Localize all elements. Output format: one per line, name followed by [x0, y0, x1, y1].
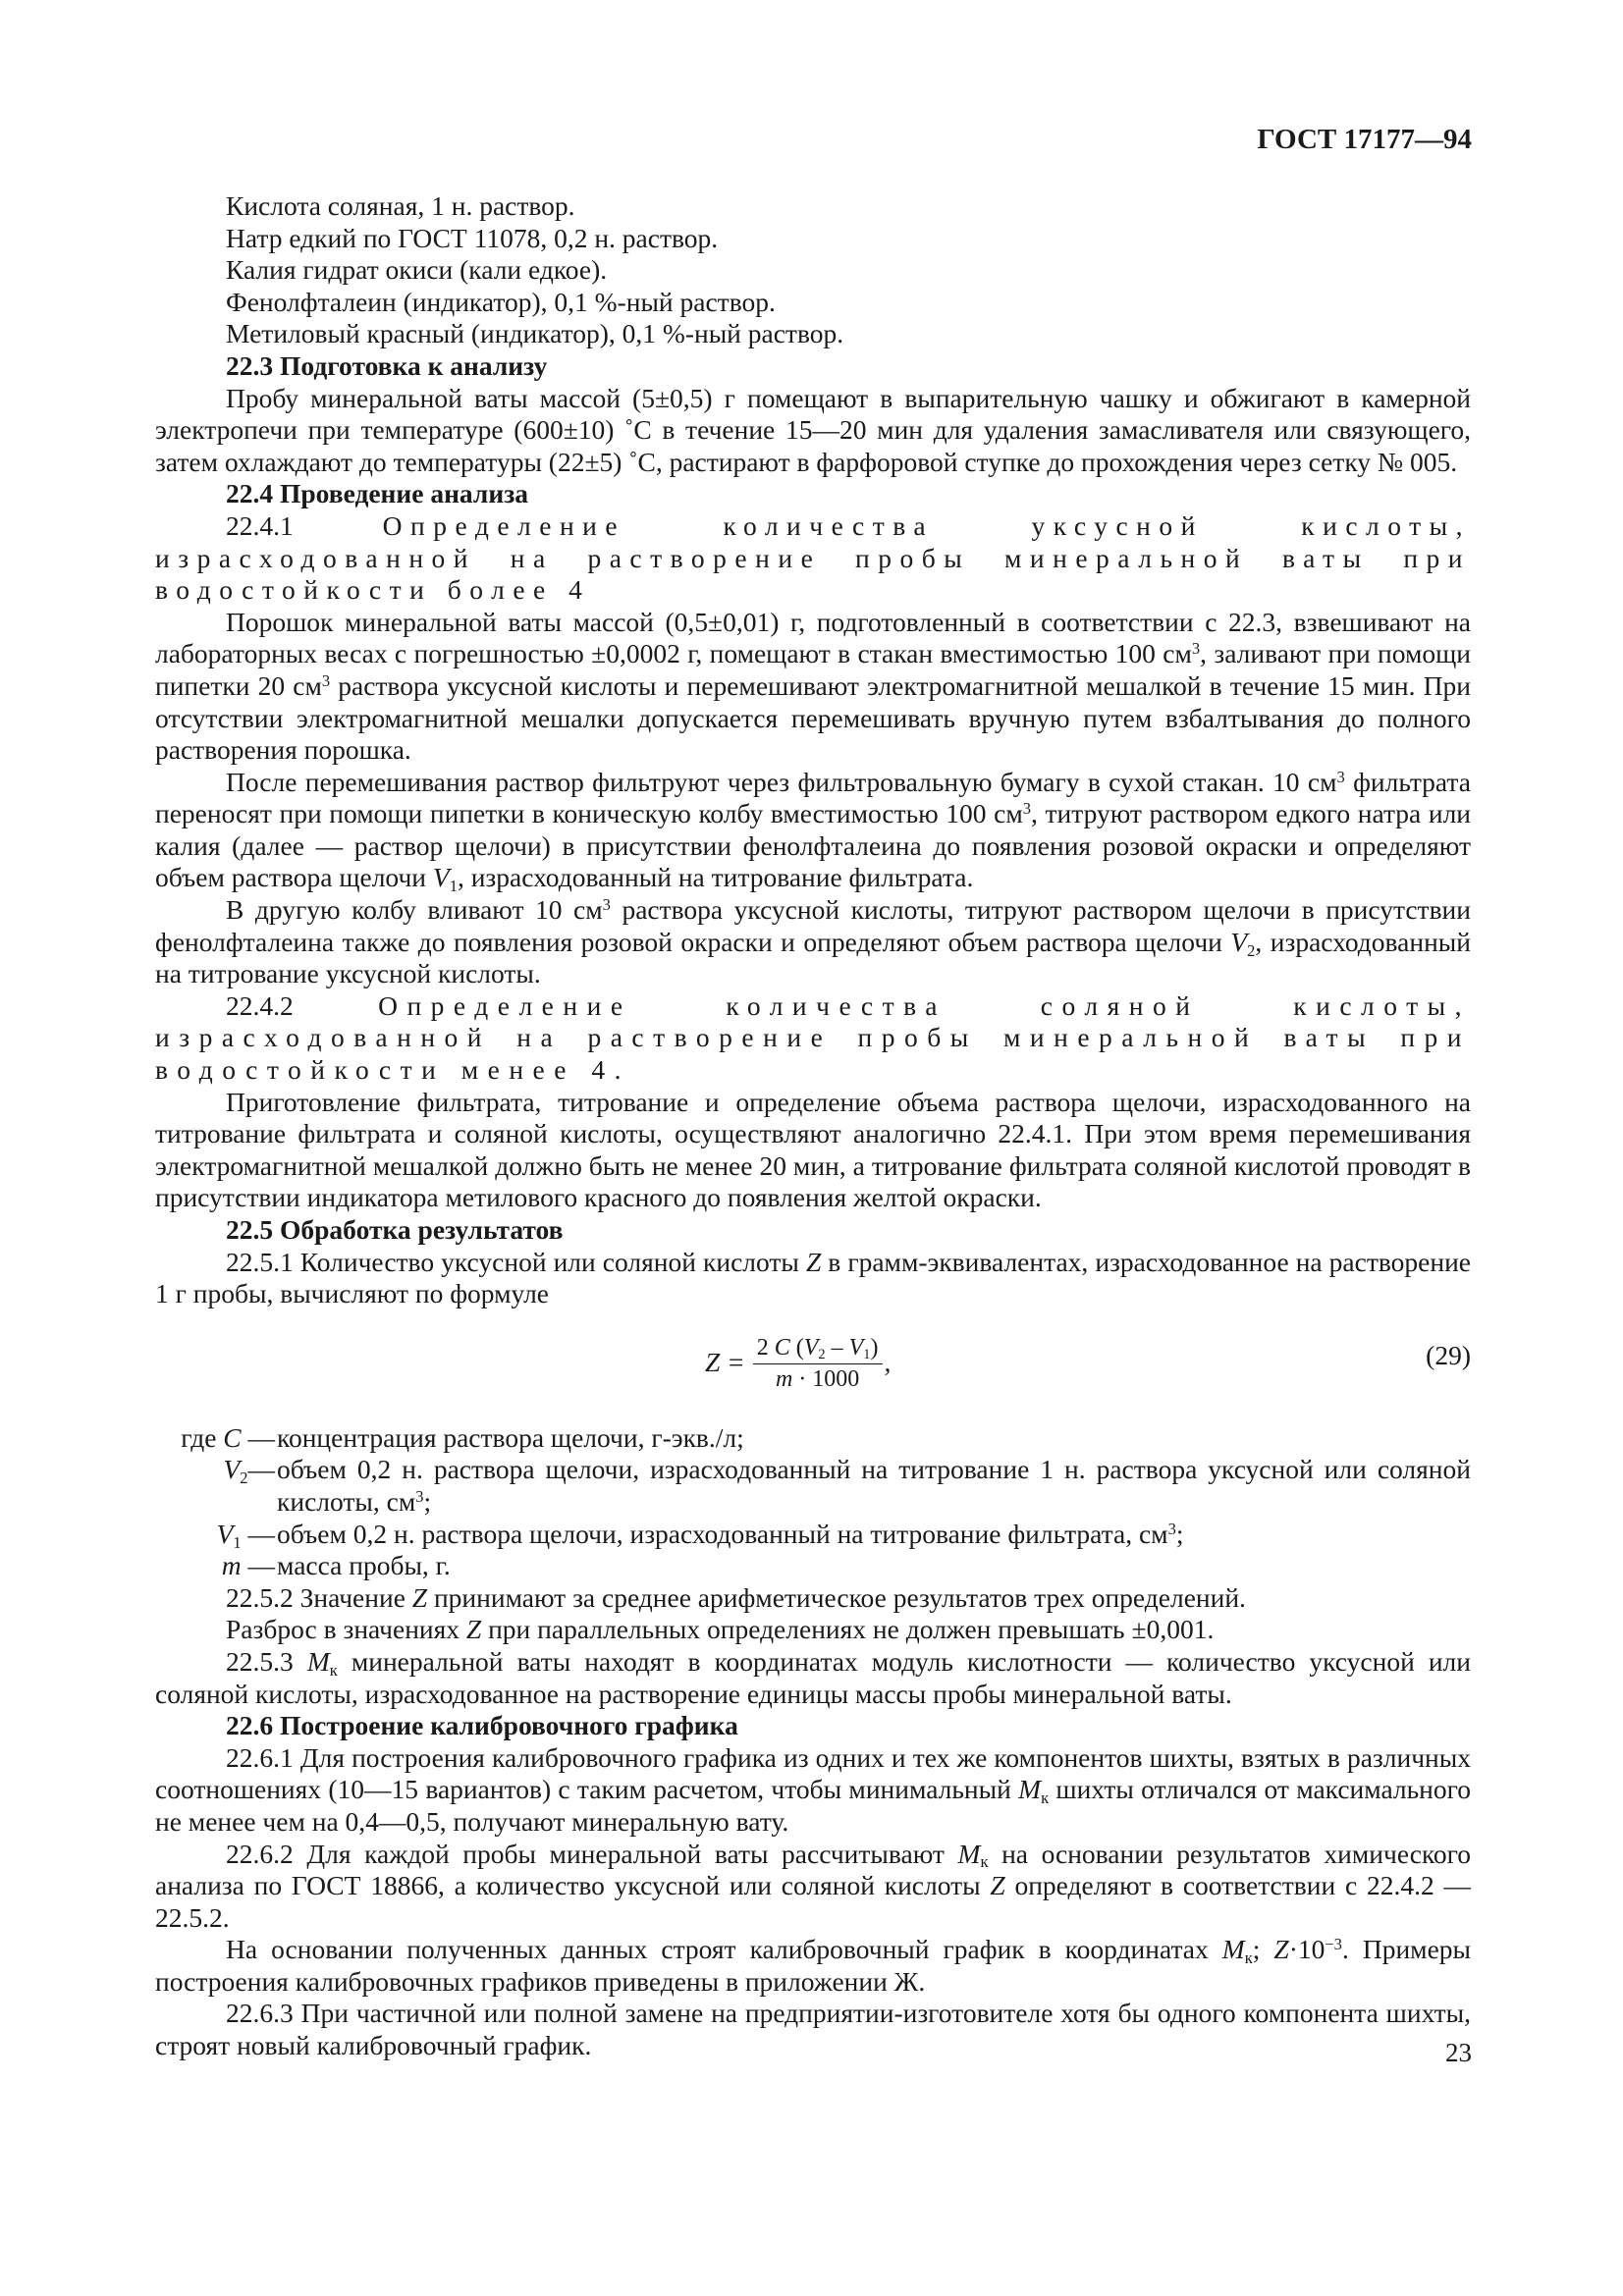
- paragraph-22-5-2-b: Разброс в значениях Z при параллельных определениях не должен превышать ±0,001.: [226, 1614, 1215, 1645]
- formula-lhs: Z =: [705, 1347, 745, 1378]
- spaced-title: Определение количества уксусной кислоты, израсходованной на растворение пробы минеральной ваты при водостойкости более 4: [155, 509, 1472, 606]
- paragraph-22-5-3: 22.5.3 $М_к$ минеральной ваты находят в координатах модуль кислотности — количество уксусной или соляной кислоты, израсходованное на растворение единицы массы пробы минеральной ваты.: [155, 1645, 1471, 1709]
- paragraph-22-3: Пробу минеральной ваты массой (5±0,5) г помещают в выпарительную чашку и обжигают в камерной электропечи при температуре (600±10) ˚С в течение 15—20 мин для удаления замасливателя или связующего, затем охлаждают до температуры (22±5) ˚С, растирают в фарфоровой ступке до прохождения через сетку № 005.: [155, 382, 1471, 477]
- formula-29: [155, 1322, 1471, 1405]
- reagent-item: Метиловый красный (индикатор), 0,1 %-ный раствор.: [226, 318, 844, 349]
- formula-fraction: [753, 1334, 883, 1393]
- page-number: 23: [1445, 2038, 1472, 2067]
- definition-row: $V_1$ — объем 0,2 н. раствора щелочи, израсходованный на титрование фильтрата, $см^3$;: [216, 1518, 1184, 1552]
- paragraph-22-6-2: 22.6.2 Для каждой пробы минеральной ваты рассчитывают $М_к$ на основании результатов химического анализа по ГОСТ 18866, а количество уксусной или соляной кислоты Z определяют в соответствии с 22.4.2 — 22.5.2.: [155, 1838, 1471, 1933]
- section-heading-22-5: 22.5 Обработка результатов: [226, 1214, 564, 1245]
- variable-definitions: [155, 1422, 1471, 1582]
- formula-numerator: 2 C $(V_2 - V_1)$: [753, 1334, 883, 1364]
- paragraph-22-6-2-b: На основании полученных данных строят калибровочный график в координатах $М_к$; $Z\cdot 10^{-3}$. Примеры построения калибровочных графиков приведены в приложении Ж.: [155, 1934, 1471, 1997]
- document-header-gost: ГОСТ 17177—94: [1257, 124, 1472, 155]
- paragraph-22-4-1-b: После перемешивания раствор фильтруют через фильтровальную бумагу в сухой стакан. 10 $см^3$ фильтрата переносят при помощи пипетки в коническую колбу вместимостью 100 $см^3$, титруют раствором едкого натра или калия (далее — раствор щелочи) в присутствии фенолфталеина до появления розовой окраски и определяют объем раствора щелочи $V_1$, израсходованный на титрование фильтрата.: [155, 766, 1472, 896]
- section-heading-22-4: 22.4 Проведение анализа: [226, 478, 528, 509]
- paragraph-22-4-1-a: Порошок минеральной ваты массой (0,5±0,01) г, подготовленный в соответствии с 22.3, взвешивают на лабораторных весах с погрешностью ±0,0002 г, помещают в стакан вместимостью 100 $см^3$, заливают при помощи пипетки 20 $см^3$ раствора уксусной кислоты и перемешивают электромагнитной мешалкой в течение 15 мин. При отсутствии электромагнитной мешалки допускается перемешивать вручную путем взбалтывания до полного растворения порошка.: [155, 606, 1471, 766]
- reagent-item: Натр едкий по ГОСТ 11078, 0,2 н. раствор.: [226, 222, 719, 253]
- subsection-number: 22.4.1: [226, 509, 294, 541]
- reagent-item: Калия гидрат окиси (кали едкое).: [226, 254, 608, 286]
- subsection-title-22-4-1: [155, 510, 1471, 607]
- definition-row: $V_2—$ объем 0,2 н. раствора щелочи, израсходованный на титрование 1 н. раствора уксусной или соляной кислоты, $см^3$;: [223, 1454, 1471, 1517]
- paragraph-22-4-2: Приготовление фильтрата, титрование и определение объема раствора щелочи, израсходованного на титрование фильтрата и соляной кислоты, осуществляют аналогично 22.4.1. При этом время перемешивания электромагнитной мешалкой должно быть не менее 20 мин, а титрование фильтрата соляной кислотой проводят в присутствии индикатора метилового красного до появления желтой окраски.: [155, 1086, 1471, 1213]
- definition-row: где C — концентрация раствора щелочи, г-экв./л;: [181, 1421, 744, 1453]
- paragraph-22-6-1: 22.6.1 Для построения калибровочного графика из одних и тех же компонентов шихты, взятых в различных соотношениях (10—15 вариантов) с таким расчетом, чтобы минимальный $М_к$ шихты отличался от максимального не менее чем на 0,4—0,5, получают минеральную вату.: [155, 1741, 1471, 1837]
- formula-denominator: m · 1000: [775, 1365, 860, 1392]
- page-body: [155, 190, 1471, 2062]
- formula-body: [705, 1322, 891, 1405]
- formula-comma: ,: [884, 1347, 892, 1378]
- reagent-item: Фенолфталеин (индикатор), 0,1 %-ный раствор.: [226, 286, 776, 317]
- subsection-number: 22.4.2: [226, 989, 294, 1021]
- reagent-item: Кислота соляная, 1 н. раствор.: [226, 190, 575, 221]
- section-heading-22-3: 22.3 Подготовка к анализу: [226, 349, 548, 381]
- section-heading-22-6: 22.6 Построение калибровочного графика: [226, 1710, 738, 1741]
- paragraph-22-4-1-c: В другую колбу вливают 10 $см^3$ раствора уксусной кислоты, титруют раствором щелочи в присутствии фенолфталеина также до появления розовой окраски и определяют объем раствора щелочи $V_2$, израсходованный на титрование уксусной кислоты.: [155, 894, 1471, 989]
- spaced-title: Определение количества соляной кислоты, израсходованной на растворение пробы минеральной ваты при водостойкости менее 4.: [155, 989, 1472, 1086]
- definition-row: m — масса пробы, г.: [221, 1550, 451, 1581]
- paragraph-22-5-1: 22.5.1 Количество уксусной или соляной кислоты Z в грамм-эквивалентах, израсходованное на растворение 1 г пробы, вычисляют по формуле: [155, 1246, 1471, 1309]
- paragraph-22-5-2: 22.5.2 Значение Z принимают за среднее арифметическое результатов трех определений.: [226, 1581, 1246, 1613]
- paragraph-22-6-3: 22.6.3 При частичной или полной замене на предприятии-изготовителе хотя бы одного компонента шихты, строят новый калибровочный график.: [155, 1998, 1471, 2061]
- subsection-title-22-4-2: [155, 990, 1471, 1087]
- formula-number: (29): [1426, 1339, 1471, 1370]
